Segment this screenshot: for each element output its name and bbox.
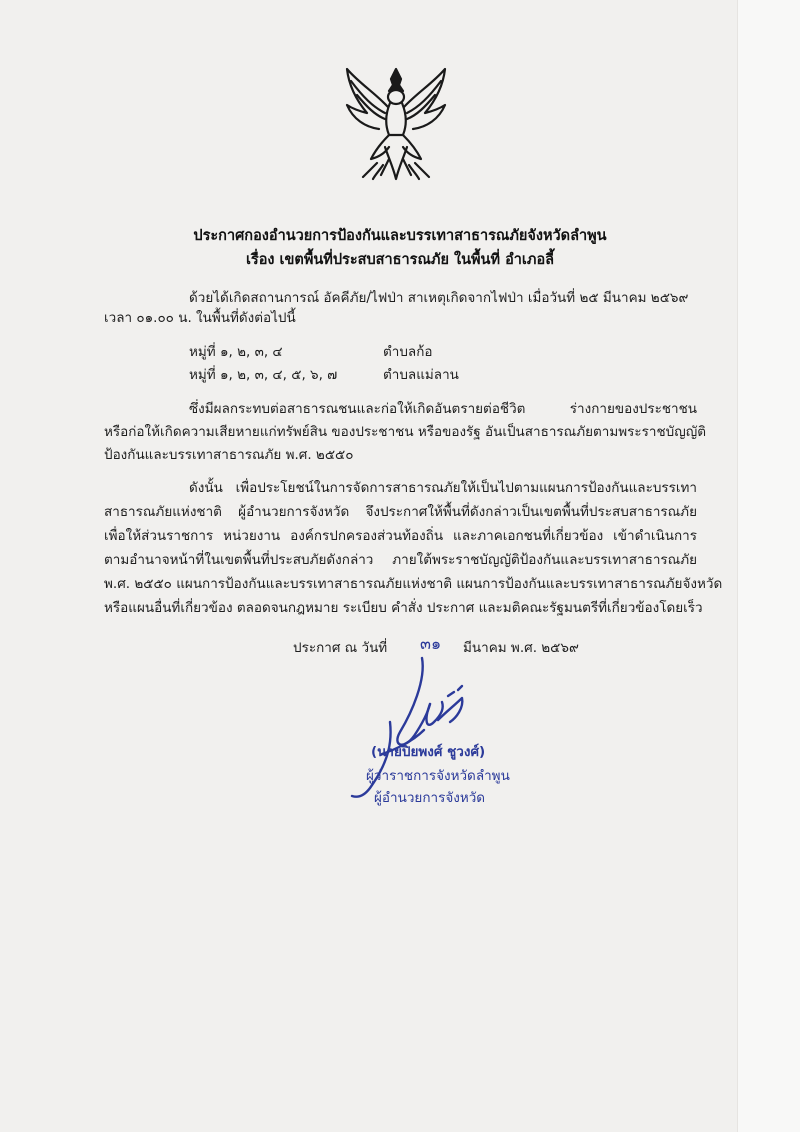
signatory-role: ผู้อำนวยการจังหวัด <box>374 790 486 806</box>
intro-line-2: เวลา ๐๑.๐๐ น. ในพื้นที่ดังต่อไปนี้ <box>104 310 296 326</box>
area-subdistrict: ตำบลก้อ <box>383 344 433 360</box>
signatory-position: ผู้ว่าราชการจังหวัดลำพูน <box>366 768 510 784</box>
area-subdistrict: ตำบลแม่ลาน <box>383 367 459 383</box>
signatory-name: (นายปิยพงศ์ ชูวงศ์) <box>371 744 486 760</box>
garuda-emblem <box>341 63 451 185</box>
area-villages: หมู่ที่ ๑, ๒, ๓, ๔ <box>189 344 283 360</box>
announcement-subject: เรื่อง เขตพื้นที่ประสบสาธารณภัย ในพื้นที่ อำเภอลี้ <box>245 252 555 268</box>
declaration-line: พ.ศ. ๒๕๕๐ แผนการป้องกันและบรรเทาสาธารณภัยแห่งชาติ แผนการป้องกันและบรรเทาสาธารณภัยจังหวัด <box>104 576 723 592</box>
announced-month-year: มีนาคม พ.ศ. ๒๕๖๙ <box>463 640 579 656</box>
announcement-title: ประกาศกองอำนวยการป้องกันและบรรเทาสาธารณภัยจังหวัดลำพูน <box>193 228 607 244</box>
announced-day: ๓๑ <box>420 634 442 653</box>
area-villages: หมู่ที่ ๑, ๒, ๓, ๔, ๕, ๖, ๗ <box>189 367 338 383</box>
declaration-line: ดังนั้น เพื่อประโยชน์ในการจัดการสาธารณภัยให้เป็นไปตามแผนการป้องกันและบรรเทา <box>189 480 697 496</box>
impact-line: หรือก่อให้เกิดความเสียหายแก่ทรัพย์สิน ของประชาชน หรือของรัฐ อันเป็นสาธารณภัยตามพระราชบัญญัติ <box>104 424 706 440</box>
declaration-line: ตามอำนาจหน้าที่ในเขตพื้นที่ประสบภัยดังกล่าว ภายใต้พระราชบัญญัติป้องกันและบรรเทาสาธารณภัย <box>104 552 697 568</box>
declaration-line: เพื่อให้ส่วนราชการ หน่วยงาน องค์กรปกครองส่วนท้องถิ่น และภาคเอกชนที่เกี่ยวข้อง เข้าดำเนินการ <box>104 528 697 544</box>
intro-line-1: ด้วยได้เกิดสถานการณ์ อัคคีภัย/ไฟป่า สาเหตุเกิดจากไฟป่า เมื่อวันที่ ๒๕ มีนาคม ๒๕๖๙ <box>189 290 689 306</box>
declaration-line: หรือแผนอื่นที่เกี่ยวข้อง ตลอดจนกฎหมาย ระเบียบ คำสั่ง ประกาศ และมติคณะรัฐมนตรีที่เกี่ยวข้องโดยเร็ว <box>104 600 703 616</box>
announced-prefix: ประกาศ ณ วันที่ <box>293 640 388 656</box>
page-edge <box>737 0 800 1132</box>
declaration-line: สาธารณภัยแห่งชาติ ผู้อำนวยการจังหวัด จึงประกาศให้พื้นที่ดังกล่าวเป็นเขตพื้นที่ประสบสาธารณภัย <box>104 504 697 520</box>
impact-line: ป้องกันและบรรเทาสาธารณภัย พ.ศ. ๒๕๕๐ <box>104 447 354 463</box>
impact-line: ซึ่งมีผลกระทบต่อสาธารณชนและก่อให้เกิดอันตรายต่อชีวิต ร่างกายของประชาชน <box>189 401 697 417</box>
